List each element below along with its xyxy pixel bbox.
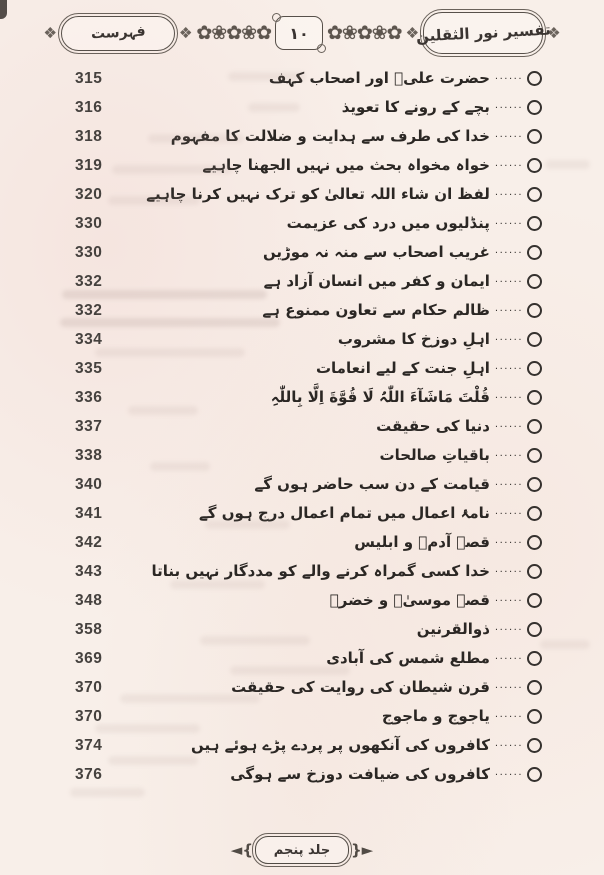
bullet-circle-icon <box>527 71 542 86</box>
toc-title: خدا کی طرف سے ہدایت و ضلالت کا مفہوم <box>170 127 490 146</box>
toc-entry <box>269 70 542 87</box>
page-header <box>0 6 604 60</box>
bullet-circle-icon <box>527 622 542 637</box>
toc-page-number: 376 <box>75 765 103 783</box>
toc-row <box>0 731 604 760</box>
toc-page-number: 315 <box>75 69 103 87</box>
toc-entry <box>191 737 542 754</box>
toc-row <box>0 209 604 238</box>
toc-page-number: 318 <box>75 127 103 145</box>
toc-row <box>0 760 604 789</box>
toc-entry <box>230 766 542 783</box>
toc-row <box>0 354 604 383</box>
toc-entry <box>342 99 542 116</box>
bullet-circle-icon <box>527 593 542 608</box>
bullet-circle-icon <box>527 448 542 463</box>
page-number: ۱۰ <box>289 23 309 43</box>
toc-page-number: 340 <box>75 475 103 493</box>
leader-dots: ...... <box>494 389 523 401</box>
toc-entry <box>330 592 542 609</box>
volume-label: جلد پنجم <box>273 842 331 858</box>
leader-dots: ...... <box>494 447 523 459</box>
toc-title: اہلِ دوزخ کا مشروب <box>337 330 490 349</box>
leader-dots: ...... <box>494 563 523 575</box>
leader-dots: ...... <box>494 679 523 691</box>
toc-row <box>0 64 604 93</box>
toc-title: پنڈلیوں میں درد کی عزیمت <box>286 214 490 233</box>
toc-entry <box>263 244 542 261</box>
toc-title: قصۂ موسیٰؑ و خضرؑ <box>329 591 490 610</box>
bullet-circle-icon <box>527 390 542 405</box>
toc-entry <box>151 563 542 580</box>
toc-page-number: 348 <box>75 591 103 609</box>
bleedthrough-mark <box>70 788 145 797</box>
toc-page-number: 332 <box>75 301 103 319</box>
fleur-ornament-icon: ❖ <box>178 23 193 42</box>
leader-dots: ...... <box>494 708 523 720</box>
toc-entry <box>376 418 542 435</box>
bullet-circle-icon <box>527 709 542 724</box>
toc-row <box>0 644 604 673</box>
toc-entry <box>199 505 542 522</box>
contents-label: فہرست <box>90 23 146 43</box>
leader-dots: ...... <box>494 418 523 430</box>
toc-row <box>0 615 604 644</box>
leader-dots: ...... <box>494 476 523 488</box>
bullet-circle-icon <box>527 767 542 782</box>
toc-row <box>0 267 604 296</box>
toc-entry <box>202 157 542 174</box>
bullet-circle-icon <box>527 680 542 695</box>
toc-row <box>0 557 604 586</box>
toc-page-number: 334 <box>75 330 103 348</box>
bullet-circle-icon <box>527 738 542 753</box>
toc-title: حضرت علیؑ اور اصحاب کہف <box>268 69 490 88</box>
leader-dots: ...... <box>494 766 523 778</box>
toc-entry <box>271 389 542 406</box>
volume-cartouche <box>255 836 349 864</box>
toc-title: یاجوج و ماجوج <box>381 707 490 726</box>
toc-entry <box>380 447 543 464</box>
toc-row <box>0 499 604 528</box>
toc-entry <box>417 621 542 638</box>
toc-entry <box>382 708 542 725</box>
leader-dots: ...... <box>494 360 523 372</box>
toc-row <box>0 296 604 325</box>
toc-row <box>0 702 604 731</box>
rose-vine-ornament-icon: ✿❀✿❀✿ <box>327 21 402 44</box>
bullet-circle-icon <box>527 535 542 550</box>
leader-dots: ...... <box>494 157 523 169</box>
toc-row <box>0 470 604 499</box>
toc-title: غریب اصحاب سے منہ نہ موڑیں <box>262 243 490 262</box>
toc-page-number: 336 <box>75 388 103 406</box>
toc-title: قیامت کے دن سب حاضر ہوں گے <box>254 475 490 494</box>
toc-entry <box>316 360 542 377</box>
bullet-circle-icon <box>527 245 542 260</box>
toc-title: ذوالقرنین <box>416 620 490 639</box>
toc-title: قرن شیطان کی روایت کی حقیقت <box>231 678 490 697</box>
leader-dots: ...... <box>494 737 523 749</box>
bullet-circle-icon <box>527 506 542 521</box>
toc-page-number: 316 <box>75 98 103 116</box>
bullet-circle-icon <box>527 187 542 202</box>
toc-page-number: 341 <box>75 504 103 522</box>
toc-page-number: 358 <box>75 620 103 638</box>
arrow-brace-left-icon: ◄{ <box>230 840 253 859</box>
toc-title: دنیا کی حقیقت <box>376 417 490 436</box>
toc-entry <box>231 679 542 696</box>
leader-dots: ...... <box>494 534 523 546</box>
toc-title: باقیاتِ صالحات <box>379 446 490 465</box>
bullet-circle-icon <box>527 651 542 666</box>
toc-list <box>0 62 604 789</box>
toc-entry <box>326 650 542 667</box>
toc-title: قُلْتَ مَاشَآءَ اللّٰہُ لَا قُوَّةَ اِلَّا بِاللّٰہِ <box>270 388 490 407</box>
fleur-ornament-icon: ❖ <box>405 23 420 42</box>
book-title: تفسیر نور الثقلین <box>415 20 551 46</box>
toc-page-number: 369 <box>75 649 103 667</box>
arrow-brace-right-icon: }► <box>351 840 374 859</box>
toc-entry <box>254 476 542 493</box>
bullet-circle-icon <box>527 564 542 579</box>
toc-entry <box>287 215 542 232</box>
leader-dots: ...... <box>494 650 523 662</box>
contents-cartouche <box>61 16 175 51</box>
rose-vine-ornament-icon: ✿❀✿❀✿ <box>196 21 271 44</box>
toc-row <box>0 412 604 441</box>
fleur-ornament-icon: ❖ <box>547 23 561 42</box>
bullet-circle-icon <box>527 158 542 173</box>
toc-page-number: 374 <box>75 736 103 754</box>
leader-dots: ...... <box>494 273 523 285</box>
toc-page-number: 330 <box>75 243 103 261</box>
toc-entry <box>146 186 542 203</box>
toc-row <box>0 122 604 151</box>
page-number-box <box>275 16 323 50</box>
toc-title: مطلع شمس کی آبادی <box>326 649 490 668</box>
toc-title: نامۂ اعمال میں تمام اعمال درج ہوں گے <box>198 504 490 523</box>
bullet-circle-icon <box>527 216 542 231</box>
leader-dots: ...... <box>494 128 523 140</box>
bullet-circle-icon <box>527 129 542 144</box>
toc-row <box>0 325 604 354</box>
toc-page-number: 343 <box>75 562 103 580</box>
page-footer <box>0 833 604 867</box>
leader-dots: ...... <box>494 215 523 227</box>
toc-page-number: 337 <box>75 417 103 435</box>
toc-page-number: 338 <box>75 446 103 464</box>
toc-row <box>0 673 604 702</box>
toc-row <box>0 180 604 209</box>
toc-page-number: 342 <box>75 533 103 551</box>
toc-entry <box>171 128 542 145</box>
toc-row <box>0 528 604 557</box>
leader-dots: ...... <box>494 99 523 111</box>
toc-title: خواہ مخواہ بحث میں نہیں الجھنا چاہیے <box>202 156 490 175</box>
toc-page-number: 332 <box>75 272 103 290</box>
bullet-circle-icon <box>527 477 542 492</box>
bullet-circle-icon <box>527 303 542 318</box>
toc-title: اہلِ جنت کے لیے انعامات <box>315 359 490 378</box>
toc-entry <box>354 534 542 551</box>
leader-dots: ...... <box>494 505 523 517</box>
leader-dots: ...... <box>494 331 523 343</box>
leader-dots: ...... <box>494 244 523 256</box>
toc-entry <box>338 331 542 348</box>
toc-page-number: 330 <box>75 214 103 232</box>
toc-title: کافروں کی ضیافت دوزخ سے ہوگی <box>230 765 490 784</box>
toc-page-number: 335 <box>75 359 103 377</box>
leader-dots: ...... <box>494 302 523 314</box>
toc-row <box>0 441 604 470</box>
toc-entry <box>262 302 542 319</box>
toc-title: ایمان و کفر میں انسان آزاد ہے <box>263 272 490 291</box>
leader-dots: ...... <box>494 186 523 198</box>
toc-title: کافروں کی آنکھوں پر پردے پڑے ہوئے ہیں <box>191 736 490 755</box>
leader-dots: ...... <box>494 621 523 633</box>
toc-title: قصۂ آدمؑ و ابلیس <box>354 533 490 552</box>
toc-title: ظالم حکام سے تعاون ممنوع ہے <box>262 301 490 320</box>
toc-row <box>0 383 604 412</box>
toc-page-number: 319 <box>75 156 103 174</box>
toc-title: لفظ ان شاء اللہ تعالیٰ کو ترک نہیں کرنا چاہیے <box>146 185 490 204</box>
bullet-circle-icon <box>527 419 542 434</box>
toc-row <box>0 238 604 267</box>
toc-title: خدا کسی گمراہ کرنے والے کو مددگار نہیں بناتا <box>151 562 490 581</box>
bullet-circle-icon <box>527 332 542 347</box>
leader-dots: ...... <box>494 70 523 82</box>
toc-page-number: 370 <box>75 678 103 696</box>
toc-row <box>0 151 604 180</box>
book-title-cartouche <box>415 12 551 54</box>
bullet-circle-icon <box>527 274 542 289</box>
toc-entry <box>264 273 542 290</box>
bullet-circle-icon <box>527 361 542 376</box>
toc-title: بچے کے رونے کا تعویذ <box>341 98 490 117</box>
leader-dots: ...... <box>494 592 523 604</box>
toc-row <box>0 586 604 615</box>
toc-row <box>0 93 604 122</box>
fleur-ornament-icon: ❖ <box>43 23 57 42</box>
bullet-circle-icon <box>527 100 542 115</box>
toc-page-number: 320 <box>75 185 103 203</box>
toc-page-number: 370 <box>75 707 103 725</box>
